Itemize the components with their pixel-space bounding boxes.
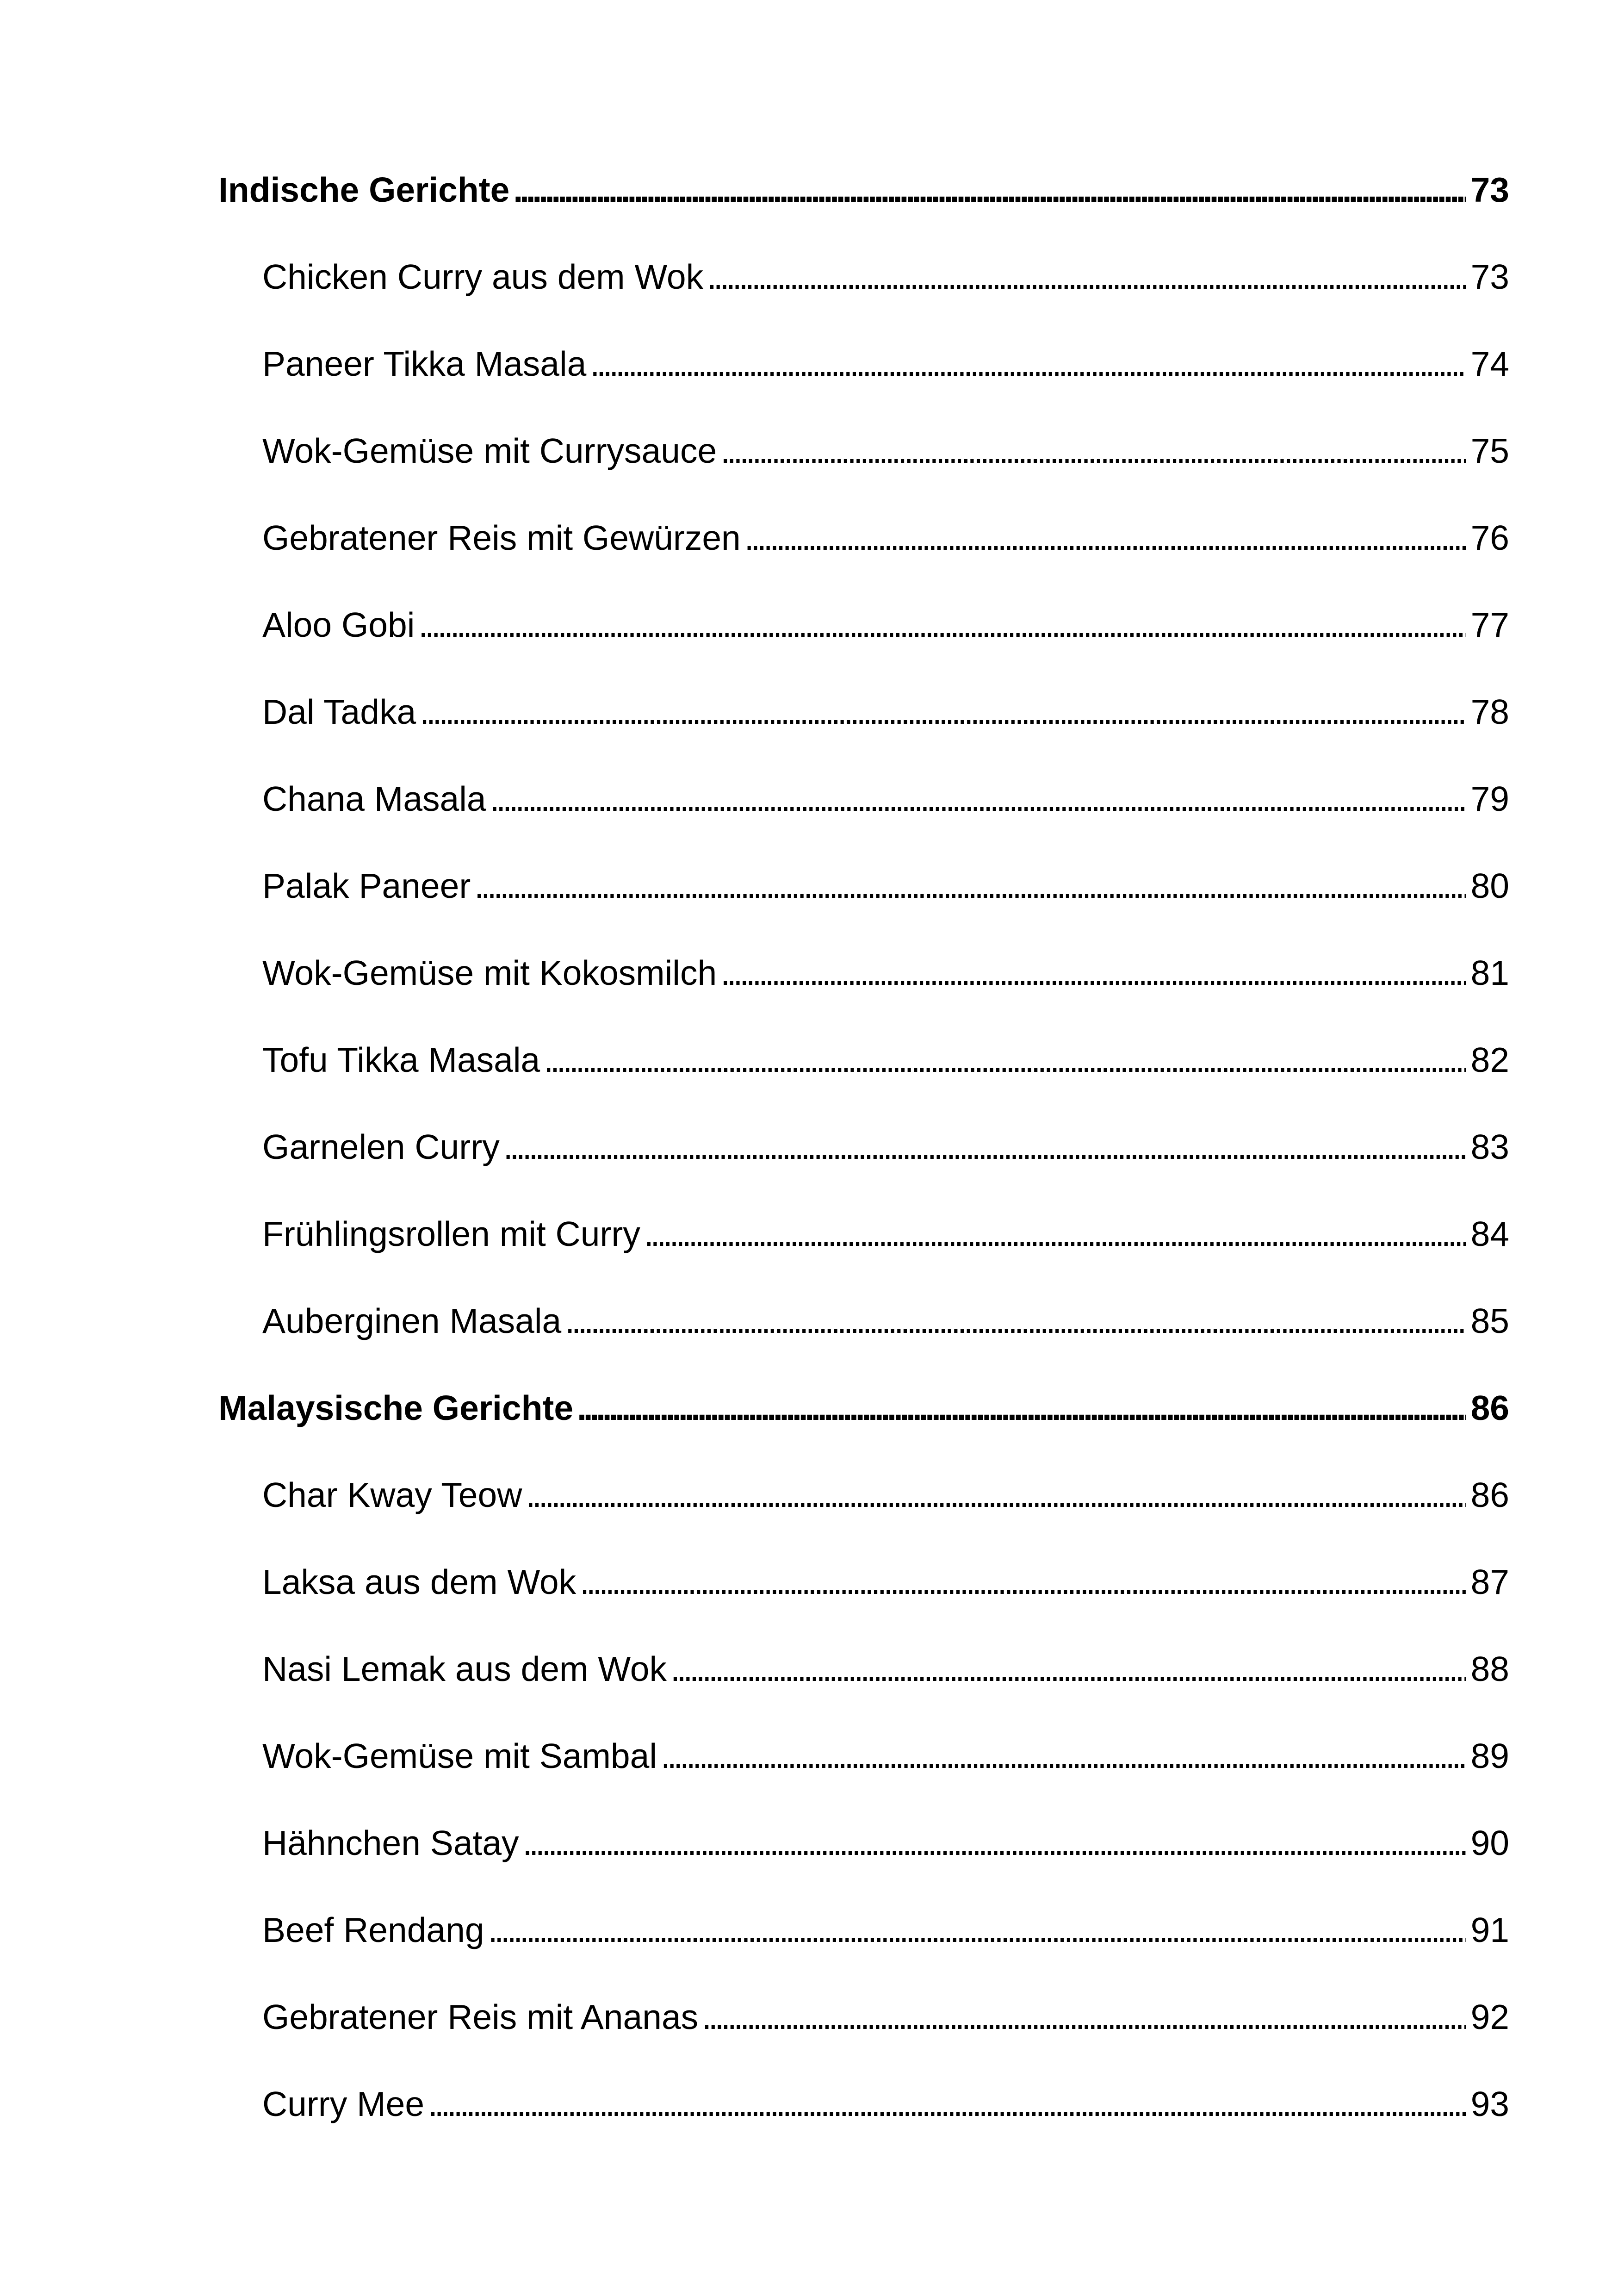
toc-page-number: 91 [1470,1910,1509,1949]
toc-dot-leader [490,773,1466,824]
toc-dot-leader [544,1034,1466,1085]
toc-entry-title: Laksa aus dem Wok [262,1562,577,1601]
toc-entry-title: Wok-Gemüse mit Sambal [262,1736,657,1775]
toc-page-number: 76 [1470,518,1509,557]
toc-entry[interactable] [262,338,1509,389]
toc-page-number: 73 [1470,257,1509,296]
toc-dot-leader [526,1469,1466,1520]
toc-page-number: 73 [1470,170,1509,209]
toc-entry[interactable] [262,1730,1509,1781]
toc-entry-title: Garnelen Curry [262,1127,500,1166]
toc-entry[interactable] [262,599,1509,650]
toc-dot-leader [503,1121,1466,1172]
toc-entry-title: Aloo Gobi [262,605,415,644]
toc-entry-title: Wok-Gemüse mit Currysauce [262,431,717,470]
toc-entry[interactable] [262,1121,1509,1172]
toc-dot-leader [720,947,1466,998]
toc-entry-title: Nasi Lemak aus dem Wok [262,1649,667,1688]
toc-entry-title: Gebratener Reis mit Ananas [262,1997,699,2036]
toc-entry-title: Beef Rendang [262,1910,484,1949]
toc-page-number: 84 [1470,1214,1509,1253]
toc-dot-leader [580,1556,1466,1607]
toc-page-number: 83 [1470,1127,1509,1166]
toc-entry[interactable] [262,947,1509,998]
toc-entry[interactable] [262,686,1509,737]
toc-dot-leader [474,860,1466,911]
toc-entry-title: Chana Masala [262,779,486,818]
toc-entry-title: Wok-Gemüse mit Kokosmilch [262,953,717,992]
toc-entry[interactable] [262,2078,1509,2129]
toc-entry[interactable] [262,251,1509,302]
toc-entry-title: Char Kway Teow [262,1475,522,1514]
toc-entry[interactable] [262,1295,1509,1346]
toc-page-number: 77 [1470,605,1509,644]
toc-entry[interactable] [262,1556,1509,1607]
toc-page-number: 93 [1470,2084,1509,2123]
toc-dot-leader [670,1643,1466,1694]
toc-dot-leader [707,251,1466,302]
toc-page-number: 90 [1470,1823,1509,1862]
toc-entry-title: Palak Paneer [262,866,471,905]
toc-page-number: 87 [1470,1562,1509,1601]
toc-entry[interactable] [262,1817,1509,1868]
toc-dot-leader [513,164,1466,215]
toc-page-number: 86 [1470,1388,1509,1427]
toc-dot-leader [702,1991,1466,2042]
toc-entry[interactable] [262,773,1509,824]
toc-entry[interactable] [262,1991,1509,2042]
toc-entry-title: Paneer Tikka Masala [262,344,587,383]
toc-page-number: 92 [1470,1997,1509,2036]
toc-dot-leader [744,512,1466,563]
toc-dot-leader [418,599,1466,650]
toc-page-number: 82 [1470,1040,1509,1079]
toc-dot-leader [565,1295,1466,1346]
toc-dot-leader [488,1904,1466,1955]
toc-page-number: 75 [1470,431,1509,470]
toc-dot-leader [644,1208,1466,1259]
toc-page-number: 74 [1470,344,1509,383]
toc-entry[interactable] [262,512,1509,563]
toc-entry-title: Frühlingsrollen mit Curry [262,1214,640,1253]
toc-entry[interactable] [262,1643,1509,1694]
toc-entry[interactable] [262,1469,1509,1520]
toc-dot-leader [523,1817,1466,1868]
toc-dot-leader [420,686,1466,737]
toc-dot-leader [661,1730,1466,1781]
toc-dot-leader [428,2078,1466,2129]
toc-entry[interactable] [262,860,1509,911]
toc-section-heading[interactable] [218,1382,1509,1433]
toc-entry[interactable] [262,1904,1509,1955]
toc-page-number: 85 [1470,1301,1509,1340]
toc-dot-leader [590,338,1466,389]
toc-section-heading[interactable] [218,164,1509,215]
toc-entry[interactable] [262,1208,1509,1259]
toc-entry-title: Dal Tadka [262,692,416,731]
toc-entry-title: Chicken Curry aus dem Wok [262,257,704,296]
toc-entry[interactable] [262,425,1509,476]
toc-entry-title: Auberginen Masala [262,1301,562,1340]
toc-page-number: 80 [1470,866,1509,905]
toc-dot-leader [577,1382,1466,1433]
toc-page-number: 81 [1470,953,1509,992]
toc-dot-leader [720,425,1466,476]
toc-entry-title: Gebratener Reis mit Gewürzen [262,518,741,557]
toc-entry-title: Curry Mee [262,2084,425,2123]
toc-entry-title: Hähnchen Satay [262,1823,519,1862]
toc-page-number: 89 [1470,1736,1509,1775]
toc-page-number: 78 [1470,692,1509,731]
toc-section-title: Malaysische Gerichte [218,1388,574,1427]
toc-section-title: Indische Gerichte [218,170,510,209]
toc-entry[interactable] [262,1034,1509,1085]
toc-page-number: 88 [1470,1649,1509,1688]
toc-entry-title: Tofu Tikka Masala [262,1040,540,1079]
toc-page-number: 79 [1470,779,1509,818]
toc-page-number: 86 [1470,1475,1509,1514]
